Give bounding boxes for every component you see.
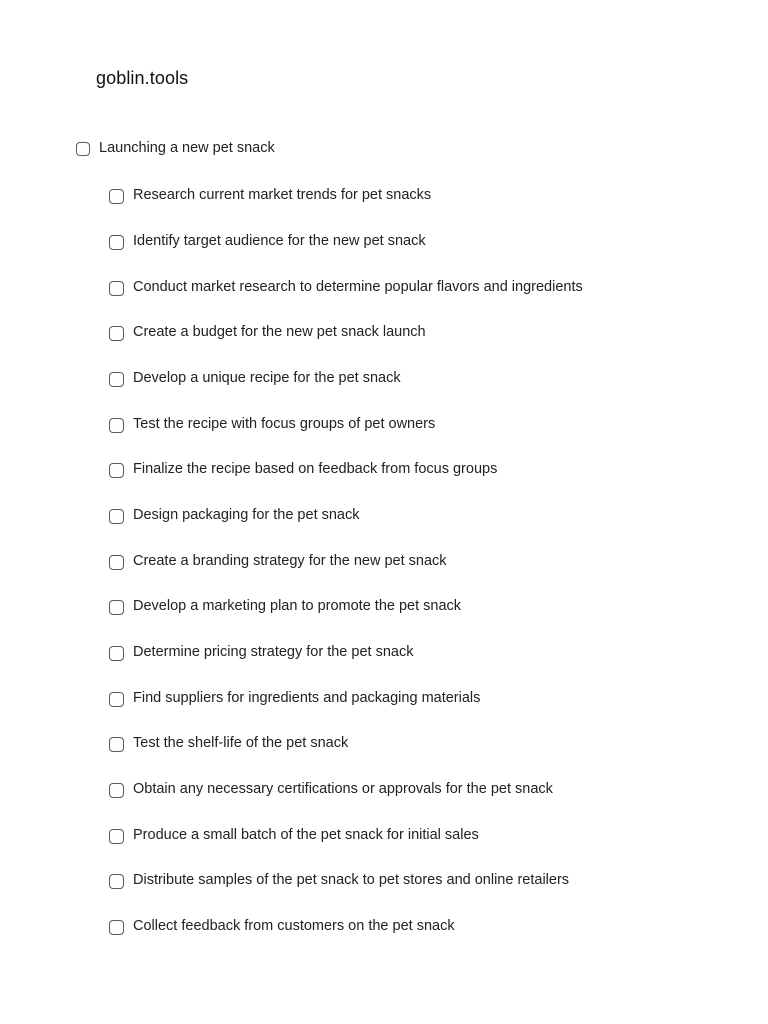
task-checkbox[interactable] bbox=[76, 142, 90, 156]
subtask-checkbox[interactable] bbox=[109, 326, 124, 341]
task-label: Launching a new pet snack bbox=[99, 140, 275, 156]
subtask-row[interactable] bbox=[109, 778, 553, 800]
subtask-row[interactable] bbox=[109, 915, 455, 937]
subtask-checkbox[interactable] bbox=[109, 235, 124, 250]
subtask-label: Determine pricing strategy for the pet snack bbox=[133, 644, 414, 660]
subtask-row[interactable] bbox=[109, 595, 461, 617]
subtask-checkbox[interactable] bbox=[109, 737, 124, 752]
subtask-row[interactable] bbox=[109, 687, 480, 709]
subtask-checkbox[interactable] bbox=[109, 463, 124, 478]
subtask-checkbox[interactable] bbox=[109, 418, 124, 433]
subtask-checkbox[interactable] bbox=[109, 372, 124, 387]
subtask-row[interactable] bbox=[109, 184, 431, 206]
subtask-row[interactable] bbox=[109, 869, 569, 891]
subtask-label: Develop a marketing plan to promote the pet snack bbox=[133, 598, 462, 614]
task-root[interactable] bbox=[76, 137, 275, 159]
subtask-label: Create a branding strategy for the new pet snack bbox=[133, 553, 447, 569]
subtask-label: Test the recipe with focus groups of pet owners bbox=[133, 416, 436, 432]
subtask-label: Finalize the recipe based on feedback from focus groups bbox=[133, 461, 498, 477]
subtask-checkbox[interactable] bbox=[109, 874, 124, 889]
subtask-checkbox[interactable] bbox=[109, 692, 124, 707]
subtask-label: Research current market trends for pet snacks bbox=[133, 187, 432, 203]
subtask-row[interactable] bbox=[109, 321, 426, 343]
subtask-checkbox[interactable] bbox=[109, 281, 124, 296]
subtask-label: Test the shelf-life of the pet snack bbox=[133, 735, 349, 751]
subtask-label: Conduct market research to determine popular flavors and ingredients bbox=[133, 279, 583, 295]
subtask-label: Produce a small batch of the pet snack for initial sales bbox=[133, 827, 479, 843]
subtask-row[interactable] bbox=[109, 824, 479, 846]
subtask-checkbox[interactable] bbox=[109, 783, 124, 798]
subtask-checkbox[interactable] bbox=[109, 555, 124, 570]
subtask-row[interactable] bbox=[109, 458, 497, 480]
subtask-label: Find suppliers for ingredients and packaging materials bbox=[133, 690, 481, 706]
subtask-label: Design packaging for the pet snack bbox=[133, 507, 360, 523]
subtask-checkbox[interactable] bbox=[109, 600, 124, 615]
subtask-label: Identify target audience for the new pet snack bbox=[133, 233, 426, 249]
subtask-row[interactable] bbox=[109, 504, 360, 526]
subtask-checkbox[interactable] bbox=[109, 509, 124, 524]
subtask-row[interactable] bbox=[109, 550, 447, 572]
subtask-label: Distribute samples of the pet snack to pet stores and online retailers bbox=[133, 872, 570, 888]
subtask-row[interactable] bbox=[109, 230, 426, 252]
subtask-row[interactable] bbox=[109, 276, 583, 298]
subtask-label: Create a budget for the new pet snack launch bbox=[133, 324, 426, 340]
subtask-label: Obtain any necessary certifications or approvals for the pet snack bbox=[133, 781, 553, 797]
subtask-checkbox[interactable] bbox=[109, 920, 124, 935]
subtask-checkbox[interactable] bbox=[109, 646, 124, 661]
subtask-row[interactable] bbox=[109, 413, 435, 435]
subtask-row[interactable] bbox=[109, 732, 348, 754]
subtask-row[interactable] bbox=[109, 367, 401, 389]
subtask-checkbox[interactable] bbox=[109, 189, 124, 204]
subtask-label: Collect feedback from customers on the pet snack bbox=[133, 918, 455, 934]
subtask-row[interactable] bbox=[109, 641, 413, 663]
subtask-label: Develop a unique recipe for the pet snack bbox=[133, 370, 401, 386]
subtask-checkbox[interactable] bbox=[109, 829, 124, 844]
app-title: goblin.tools bbox=[96, 68, 189, 88]
